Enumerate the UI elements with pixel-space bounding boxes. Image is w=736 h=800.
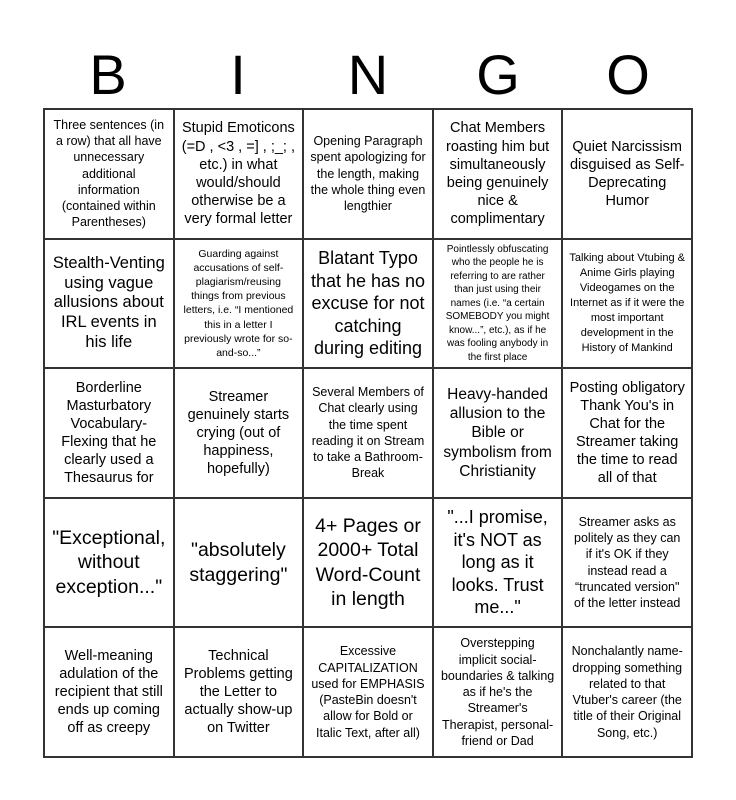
bingo-cell[interactable]: Pointlessly obfuscating who the people he is referring to are rather than just using their names (i.e. “a certain SOMEBODY you might know...”, etc.), as if he was fooling anybody in the first place <box>433 239 563 369</box>
bingo-cell[interactable]: Opening Paragraph spent apologizing for the length, making the whole thing even lengthier <box>303 109 433 239</box>
bingo-cell[interactable]: "Exceptional, without exception..." <box>44 498 174 628</box>
bingo-cell[interactable]: Stealth-Venting using vague allusions about IRL events in his life <box>44 239 174 369</box>
bingo-cell[interactable]: Nonchalantly name-dropping something related to that Vtuber's career (the title of their Original Song, etc.) <box>562 627 692 757</box>
bingo-grid <box>43 108 693 758</box>
bingo-cell[interactable]: Heavy-handed allusion to the Bible or symbolism from Christianity <box>433 368 563 498</box>
bingo-cell[interactable]: Overstepping implicit social-boundaries & talking as if he's the Streamer's Therapist, personal-friend or Dad <box>433 627 563 757</box>
bingo-cell[interactable]: Quiet Narcissism disguised as Self-Deprecating Humor <box>562 109 692 239</box>
bingo-cell[interactable]: Posting obligatory Thank You's in Chat for the Streamer taking the time to read all of that <box>562 368 692 498</box>
bingo-cell[interactable]: Streamer asks as politely as they can if it's OK if they instead read a “truncated version" of the letter instead <box>562 498 692 628</box>
bingo-cell[interactable]: Borderline Masturbatory Vocabulary-Flexing that he clearly used a Thesaurus for <box>44 368 174 498</box>
bingo-cell[interactable]: Blatant Typo that he has no excuse for not catching during editing <box>303 239 433 369</box>
bingo-cell[interactable]: Excessive CAPITALIZATION used for EMPHASIS (PasteBin doesn't allow for Bold or Italic Text, after all) <box>303 627 433 757</box>
bingo-cell[interactable]: Guarding against accusations of self-plagiarism/reusing things from previous letters, i.e. “I mentioned this in a letter I previously wrote for so-and-so...” <box>174 239 304 369</box>
bingo-cell[interactable]: "absolutely staggering" <box>174 498 304 628</box>
bingo-cell[interactable]: Technical Problems getting the Letter to actually show-up on Twitter <box>174 627 304 757</box>
bingo-header <box>43 44 693 106</box>
bingo-cell[interactable]: Stupid Emoticons (=D , <3 , =] , ;_; , etc.) in what would/should otherwise be a very formal letter <box>174 109 304 239</box>
header-letter-i: I <box>230 43 246 106</box>
bingo-cell[interactable]: Talking about Vtubing & Anime Girls playing Videogames on the Internet as if it were the most important development in the History of Mankind <box>562 239 692 369</box>
header-letter-g: G <box>476 43 520 106</box>
bingo-cell[interactable]: Several Members of Chat clearly using the time spent reading it on Stream to take a Bathroom-Break <box>303 368 433 498</box>
bingo-cell[interactable]: Well-meaning adulation of the recipient that still ends up coming off as creepy <box>44 627 174 757</box>
header-letter-b: B <box>89 43 127 106</box>
bingo-cell[interactable]: "...I promise, it's NOT as long as it looks. Trust me..." <box>433 498 563 628</box>
header-letter-n: N <box>347 43 389 106</box>
bingo-cell[interactable]: 4+ Pages or 2000+ Total Word-Count in length <box>303 498 433 628</box>
bingo-cell[interactable]: Streamer genuinely starts crying (out of happiness, hopefully) <box>174 368 304 498</box>
header-letter-o: O <box>606 43 650 106</box>
bingo-cell[interactable]: Three sentences (in a row) that all have unnecessary additional information (contained within Parentheses) <box>44 109 174 239</box>
bingo-cell[interactable]: Chat Members roasting him but simultaneously being genuinely nice & complimentary <box>433 109 563 239</box>
